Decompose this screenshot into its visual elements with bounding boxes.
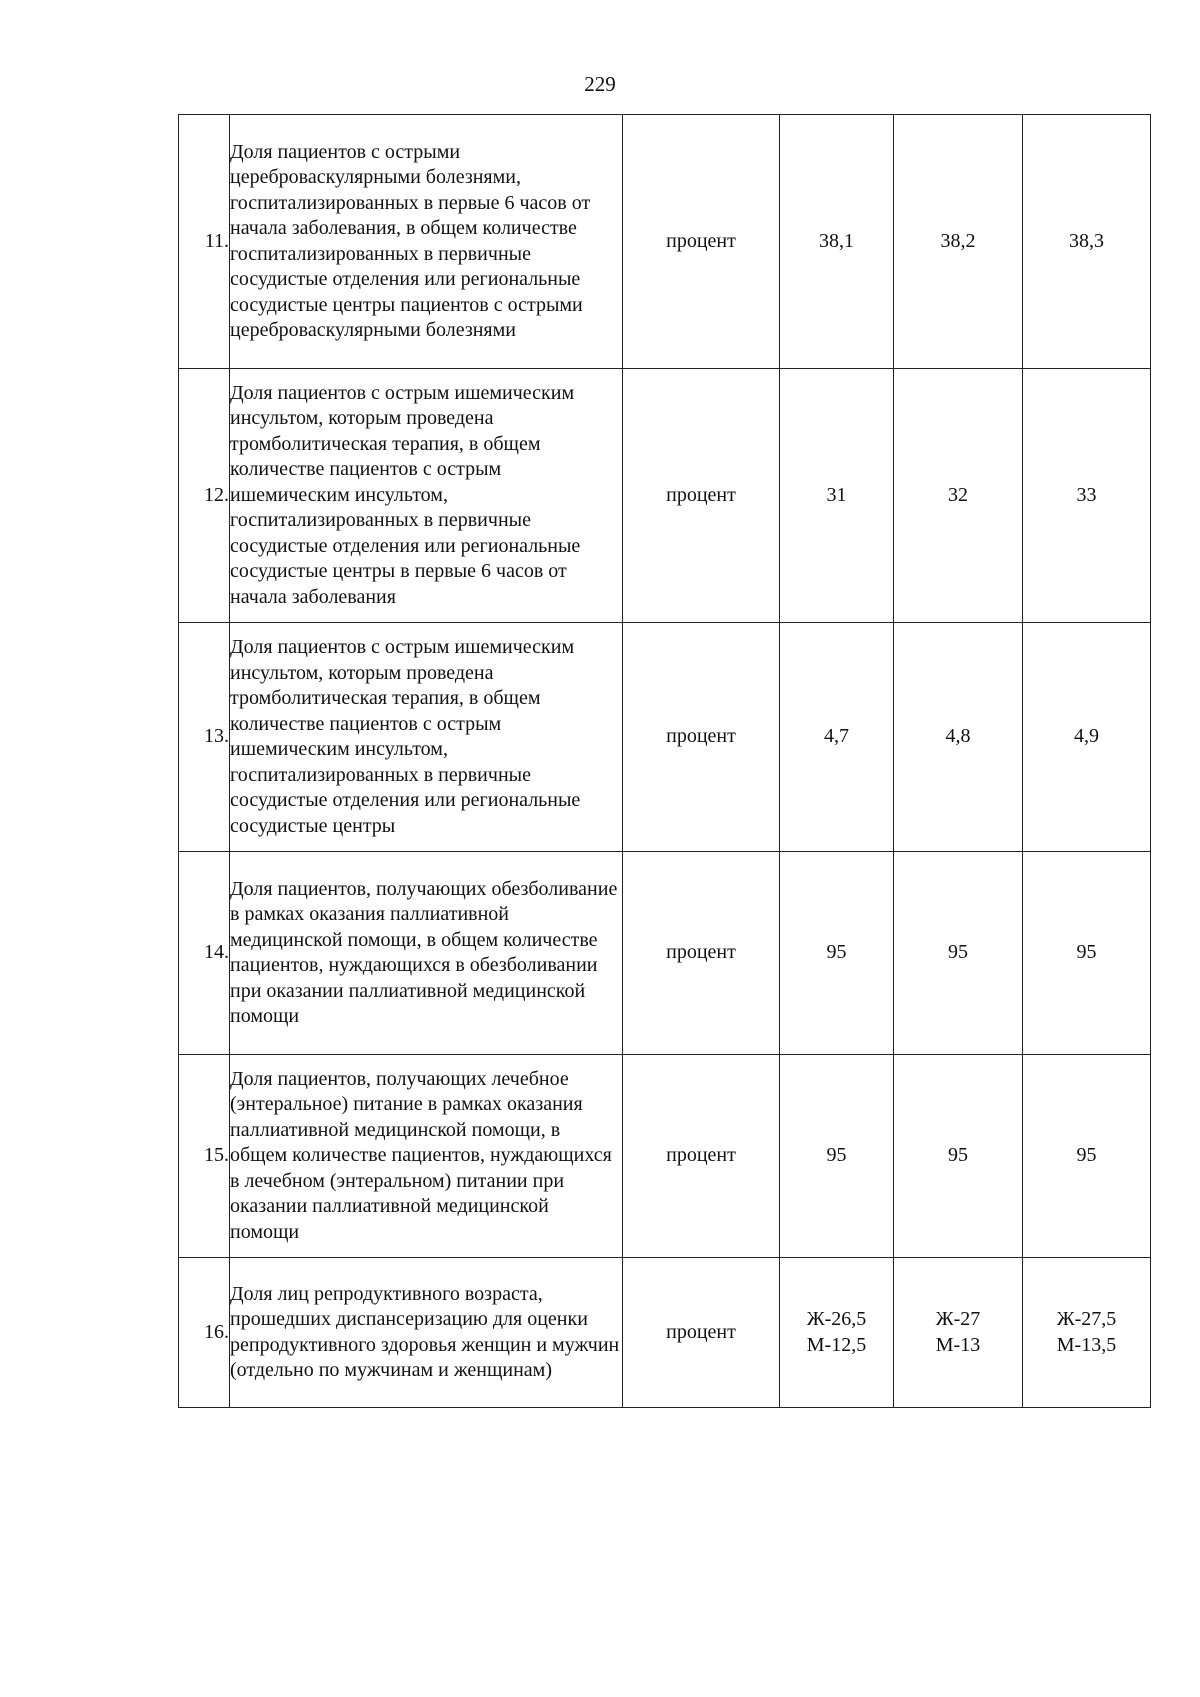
value-year-3: [1023, 852, 1151, 1055]
value-line-men: М-13,5: [1056, 1333, 1117, 1356]
value-year-2: [894, 115, 1023, 369]
indicator-name: Доля лиц репродуктивного возраста, прошедших диспансеризацию для оценки репродуктивного здоровья женщин и мужчин (отдельно по мужчинам и женщинам): [230, 1258, 623, 1408]
indicator-name: Доля пациентов с острым ишемическим инсультом, которым проведена тромболитическая терапия, в общем количестве пациентов с острым ишемическим инсультом, госпитализированных в первичные сосудистые отделения или региональные сосудистые центры: [230, 623, 623, 852]
unit-cell: процент: [623, 115, 780, 369]
indicators-table: [178, 114, 1151, 1408]
indicator-name: Доля пациентов с острыми цереброваскулярными болезнями, госпитализированных в первые 6 часов от начала заболевания, в общем количестве госпитализированных в первичные сосудистые отделения или региональные сосудистые центры пациентов с острыми цереброваскулярными болезнями: [230, 115, 623, 369]
unit-cell: процент: [623, 1055, 780, 1258]
value-line: 95: [948, 1144, 968, 1167]
unit-cell: процент: [623, 623, 780, 852]
row-number: 12.: [179, 369, 230, 623]
row-number: 13.: [179, 623, 230, 852]
value-line: 4,8: [945, 725, 971, 748]
value-year-3: [1023, 115, 1151, 369]
row-number: 15.: [179, 1055, 230, 1258]
value-line: 95: [948, 941, 968, 964]
table-row: [179, 623, 1151, 852]
value-line: 95: [826, 1144, 847, 1167]
indicator-name: Доля пациентов, получающих лечебное (энтеральное) питание в рамках оказания паллиативной медицинской помощи, в общем количестве пациентов, нуждающихся в лечебном (энтеральном) питании при оказании паллиативной медицинской помощи: [230, 1055, 623, 1258]
value-line: 38,3: [1069, 229, 1104, 252]
value-year-2: [894, 1055, 1023, 1258]
value-year-3: [1023, 623, 1151, 852]
value-line: 31: [826, 483, 847, 506]
value-year-3: [1023, 1258, 1151, 1408]
value-line: 95: [1076, 1144, 1097, 1167]
unit-cell: процент: [623, 1258, 780, 1408]
value-year-1: [780, 623, 894, 852]
value-line: 4,7: [824, 725, 849, 748]
indicator-name: Доля пациентов с острым ишемическим инсультом, которым проведена тромболитическая терапия, в общем количестве пациентов с острым ишемическим инсультом, госпитализированных в первичные сосудистые отделения или региональные сосудистые центры в первые 6 часов от начала заболевания: [230, 369, 623, 623]
value-year-3: [1023, 1055, 1151, 1258]
page-number: 229: [584, 72, 616, 96]
value-line-women: Ж-27: [935, 1308, 981, 1330]
value-line-men: М-13: [935, 1333, 981, 1356]
value-line: 4,9: [1074, 725, 1099, 748]
row-number: 14.: [179, 852, 230, 1055]
value-year-2: [894, 852, 1023, 1055]
value-line: 38,1: [819, 229, 854, 252]
value-line-women: Ж-27,5: [1056, 1308, 1117, 1330]
value-line: 32: [948, 483, 968, 506]
value-line-women: Ж-26,5: [806, 1308, 867, 1330]
value-year-1: [780, 852, 894, 1055]
row-number: 11.: [179, 115, 230, 369]
table-row: [179, 852, 1151, 1055]
value-year-2: [894, 369, 1023, 623]
table-row: [179, 1055, 1151, 1258]
value-line-men: М-12,5: [806, 1333, 867, 1356]
value-year-1: [780, 1055, 894, 1258]
value-year-1: [780, 115, 894, 369]
value-year-3: [1023, 369, 1151, 623]
unit-cell: процент: [623, 852, 780, 1055]
unit-cell: процент: [623, 369, 780, 623]
value-line: 33: [1076, 483, 1097, 506]
value-year-1: [780, 369, 894, 623]
table-row: [179, 1258, 1151, 1408]
table-row: [179, 115, 1151, 369]
value-year-1: [780, 1258, 894, 1408]
value-line: 95: [826, 941, 847, 964]
table-row: [179, 369, 1151, 623]
value-year-2: [894, 1258, 1023, 1408]
value-line: 38,2: [940, 229, 976, 252]
value-line: 95: [1076, 941, 1097, 964]
row-number: 16.: [179, 1258, 230, 1408]
value-year-2: [894, 623, 1023, 852]
indicator-name: Доля пациентов, получающих обезболивание в рамках оказания паллиативной медицинской помощи, в общем количестве пациентов, нуждающихся в обезболивании при оказании паллиативной медицинской помощи: [230, 852, 623, 1055]
